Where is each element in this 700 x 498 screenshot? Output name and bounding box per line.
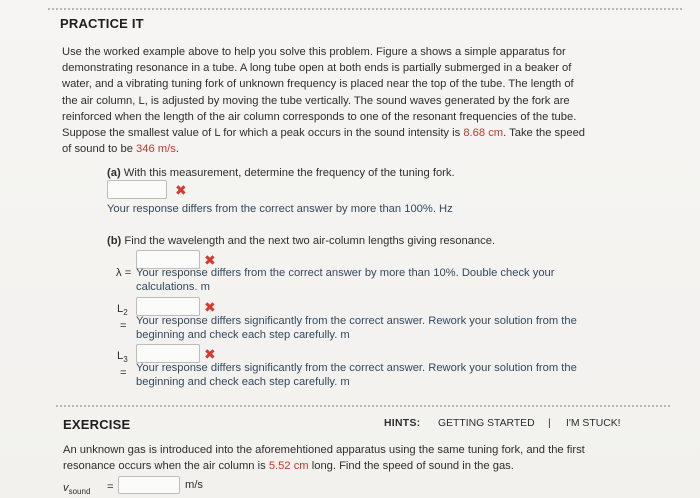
problem-line: Suppose the smallest value of L for which a peak occurs in the sound intensity is 8.68 cm. Take the speed: [62, 127, 586, 140]
L-value: 8.68 cm: [463, 127, 504, 140]
v-sound-equals: =: [107, 481, 114, 493]
v-sound-label: $v_{sound}$: [63, 482, 91, 497]
getting-started-link[interactable]: GETTING STARTED: [438, 418, 535, 429]
problem-line: of sound to be 346 m/s.: [62, 143, 179, 156]
hints-label: HINTS:: [384, 418, 421, 429]
lambda-feedback: Your response differs from the correct answer by more than 10%. Double check your calculations. m: [136, 267, 555, 293]
L3-equals: =: [120, 367, 127, 379]
v-sound-answer-input[interactable]: [118, 476, 180, 494]
incorrect-icon: ✖: [204, 299, 216, 315]
L2-equals: =: [120, 320, 127, 332]
lambda-label: λ =: [116, 267, 132, 279]
problem-statement: [62, 44, 642, 157]
problem-line: Use the worked example above to help you solve this problem. Figure a shows a simple apparatus for: [62, 46, 566, 58]
part-a-feedback: Your response differs from the correct answer by more than 100%. Hz: [107, 203, 453, 215]
exercise-title: EXERCISE: [63, 417, 131, 432]
hints-separator: |: [548, 418, 551, 429]
part-a-answer-input[interactable]: [107, 180, 167, 199]
incorrect-icon: ✖: [175, 182, 187, 198]
top-divider: [48, 8, 682, 10]
problem-line: water, and a vibrating tuning fork of unknown frequency is placed near the top of the tube. The length of: [62, 78, 574, 91]
incorrect-icon: ✖: [204, 252, 216, 268]
L3-label: $L_3$: [117, 350, 128, 365]
problem-line: the air column, L, is adjusted by moving the tube vertically. The sound waves generated by the fork are: [62, 94, 570, 107]
speed-value: 346 m/s: [136, 143, 176, 156]
L2-label: $L_2$: [117, 303, 128, 318]
exercise-divider: [56, 405, 670, 407]
problem-line: reinforced when the length of the air column corresponds to one of the resonant frequencies of the tube.: [62, 110, 577, 123]
v-sound-unit: m/s: [185, 479, 204, 491]
exercise-statement: An unknown gas is introduced into the aforemehtioned apparatus using the same tuning fork, and the first resonance occurs when the air column is 5.52 cm long. Find the speed of sound in the gas.: [63, 444, 585, 473]
incorrect-icon: ✖: [204, 346, 216, 362]
L2-feedback: Your response differs significantly from the correct answer. Rework your solution from the beginning and check each step carefully. m: [136, 315, 577, 341]
air-column-value: 5.52 cm: [268, 460, 309, 473]
practice-title: PRACTICE IT: [60, 16, 144, 31]
part-a-question: (a) With this measurement, determine the frequency of the tuning fork.: [107, 167, 455, 179]
L3-feedback: Your response differs significantly from the correct answer. Rework your solution from the beginning and check each step carefully. m: [136, 362, 577, 388]
part-b-question: (b) Find the wavelength and the next two air-column lengths giving resonance.: [107, 235, 496, 247]
problem-line: demonstrating resonance in a tube. A long tube open at both ends is partially submerged in a beaker of: [62, 62, 572, 75]
im-stuck-link[interactable]: I'M STUCK!: [566, 418, 621, 429]
